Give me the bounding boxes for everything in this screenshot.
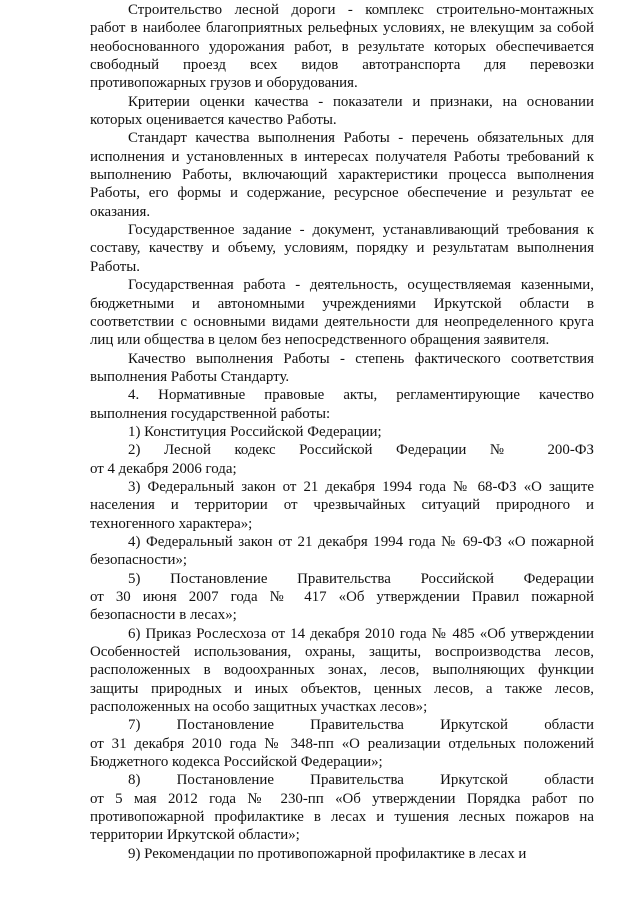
paragraph xyxy=(90,570,594,625)
text-line: Критерии оценки качества - показатели и признаки, на основании xyxy=(128,93,594,110)
text-line: 4) Федеральный закон от 21 декабря 1994 года № 69-ФЗ «О пожарной xyxy=(128,533,594,550)
text-line: бюджетными и автономными учреждениями Иркутской области в xyxy=(90,295,594,312)
text-line: противопожарной профилактике в лесах и тушения лесных пожаров на xyxy=(90,809,594,826)
paragraph xyxy=(90,716,594,771)
text-line: Стандарт качества выполнения Работы - перечень обязательных для xyxy=(128,130,594,147)
paragraph xyxy=(90,441,594,478)
text-line: от 5 мая 2012 года № 230-пп «Об утверждении Порядка работ по xyxy=(90,790,594,807)
text-line: Работы, его формы и содержание, ресурсное обеспечение и результат ее xyxy=(90,185,594,202)
paragraph xyxy=(90,221,594,276)
paragraph xyxy=(90,386,594,423)
text-line: расположенных в водоохранных зонах, лесов, выполняющих функции xyxy=(90,662,594,679)
text-line: от 31 декабря 2010 года № 348-пп «О реализации отдельных положений xyxy=(90,735,594,752)
text-line: защиты природных и иных объектов, ценных лесов, а также лесов, xyxy=(90,680,594,697)
text-line: Государственная работа - деятельность, осуществляемая казенными, xyxy=(128,277,594,294)
document-page xyxy=(90,1,594,863)
text-line: 1) Конституция Российской Федерации; xyxy=(128,423,382,440)
paragraph xyxy=(90,845,594,863)
text-line: выполнения Работы Стандарту. xyxy=(90,368,290,385)
paragraph xyxy=(90,93,594,130)
text-line: необоснованного удорожания работ, в результате которых обеспечивается xyxy=(90,38,594,55)
text-line: оказания. xyxy=(90,203,151,220)
paragraph xyxy=(90,276,594,349)
text-line: 2) Лесной кодекс Российской Федерации № 200-ФЗ xyxy=(128,442,594,459)
text-line: Строительство лесной дороги - комплекс строительно-монтажных xyxy=(128,2,594,18)
text-line: 3) Федеральный закон от 21 декабря 1994 года № 68-ФЗ «О защите xyxy=(128,478,594,495)
paragraph xyxy=(90,350,594,387)
text-line: которых оценивается качество Работы. xyxy=(90,112,337,129)
text-line: техногенного характера»; xyxy=(90,515,253,532)
paragraph xyxy=(90,129,594,221)
text-line: свободный проезд всех видов автотранспорта для перевозки xyxy=(90,57,594,74)
text-line: исполнения и установленных в интересах получателя Работы требований к xyxy=(90,148,594,165)
text-line: 9) Рекомендации по противопожарной профилактике в лесах и xyxy=(128,845,527,862)
text-line: составу, качеству и объему, условиям, порядку и результатам выполнения xyxy=(90,240,594,257)
paragraph xyxy=(90,478,594,533)
text-line: 8) Постановление Правительства Иркутской области xyxy=(128,772,594,789)
text-line: 7) Постановление Правительства Иркутской области xyxy=(128,717,594,734)
text-line: соответствии с основными видами деятельности для неопределенного круга xyxy=(90,313,594,330)
text-line: от 30 июня 2007 года № 417 «Об утверждении Правил пожарной xyxy=(90,589,594,605)
text-line: лиц или общества в целом без непосредственного обращения заявителя. xyxy=(90,332,550,349)
text-line: Особенностей использования, охраны, защиты, воспроизводства лесов, xyxy=(90,644,594,661)
text-line: выполнения государственной работы: xyxy=(90,405,331,422)
paragraph xyxy=(90,533,594,570)
text-line: Бюджетного кодекса Российской Федерации»; xyxy=(90,754,383,771)
text-line: безопасности в лесах»; xyxy=(90,607,237,624)
paragraph xyxy=(90,771,594,844)
text-line: 4. Нормативные правовые акты, регламентирующие качество xyxy=(128,387,594,404)
text-line: Государственное задание - документ, устанавливающий требования к xyxy=(128,222,594,239)
text-line: 6) Приказ Рослесхоза от 14 декабря 2010 года № 485 «Об утверждении xyxy=(128,625,594,642)
text-line: 5) Постановление Правительства Российской Федерации xyxy=(128,570,594,587)
text-line: противопожарных грузов и оборудования. xyxy=(90,75,358,92)
text-line: выполнению Работы, включающий характеристики процесса выполнения xyxy=(90,167,594,184)
text-line: работ в наиболее благоприятных рельефных условиях, не влекущим за собой xyxy=(90,20,594,37)
text-line: расположенных на особо защитных участках лесов»; xyxy=(90,699,428,716)
text-line: населения и территории от чрезвычайных ситуаций природного и xyxy=(90,497,594,514)
paragraph xyxy=(90,423,594,441)
text-line: от 4 декабря 2006 года; xyxy=(90,460,237,477)
paragraph xyxy=(90,625,594,717)
paragraph xyxy=(90,1,594,93)
text-line: безопасности»; xyxy=(90,552,188,569)
text-line: Качество выполнения Работы - степень фактического соответствия xyxy=(128,350,594,367)
text-line: Работы. xyxy=(90,258,140,275)
document-body xyxy=(90,1,594,863)
text-line: территории Иркутской области»; xyxy=(90,827,300,844)
